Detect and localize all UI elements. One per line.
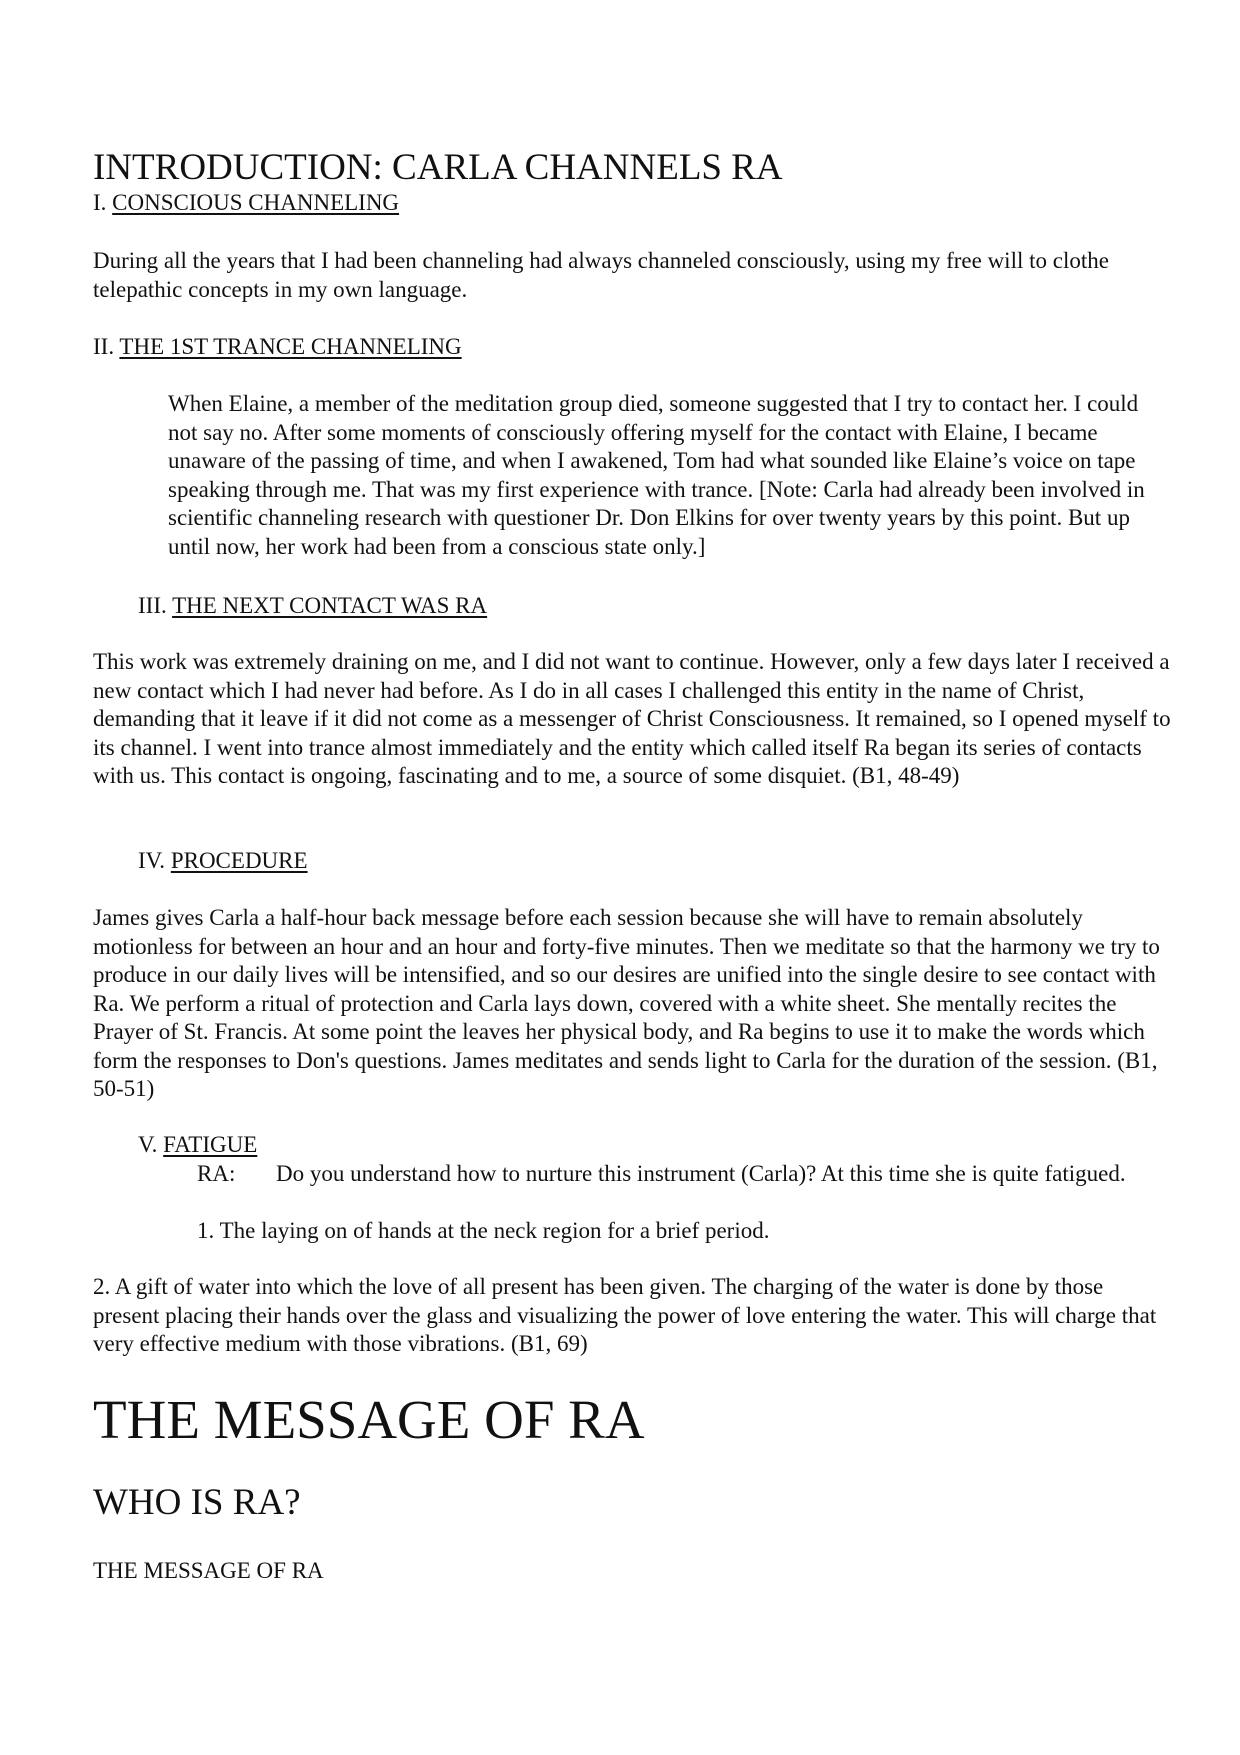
section-heading-first-trance <box>93 333 462 361</box>
message-title: THE MESSAGE OF RA <box>93 1389 645 1450</box>
section-title: THE 1ST TRANCE CHANNELING <box>119 334 462 359</box>
section-title: FATIGUE <box>163 1132 258 1157</box>
paragraph-procedure: James gives Carla a half-hour back message before each session because she will have to remain absolutely motionless for between an hour and an hour and forty-five minutes. Then we meditate so that the harmony we try to produce in our daily lives will be intensified, and so our desires are unified into the single desire to see contact with Ra. We perform a ritual of protection and Carla lays down, covered with a white sheet. She mentally recites the Prayer of St. Francis. At some point the leaves her physical body, and Ra begins to use it to make the words which form the responses to Don's questions. James meditates and sends light to Carla for the duration of the session. (B1, 50-51) <box>93 905 1160 1101</box>
intro-title: INTRODUCTION: CARLA CHANNELS RA <box>93 147 783 188</box>
fatigue-item-1: 1. The laying on of hands at the neck region for a brief period. <box>197 1218 770 1243</box>
paragraph-first-trance: When Elaine, a member of the meditation group died, someone suggested that I try to contact her. I could not say no. After some moments of consciously offering myself for the contact with Elaine, I became unaware of the passing of time, and when I awakened, Tom had what sounded like Elaine’s voice on tape speaking through me. That was my first experience with trance. [Note: Carla had already been involved in scientific channeling research with questioner Dr. Don Elkins for over twenty years by this point. But up until now, her work had been from a conscious state only.] <box>168 391 1145 559</box>
section-title: CONSCIOUS CHANNELING <box>112 190 400 215</box>
section-number: V. <box>138 1132 164 1157</box>
section-number: III. <box>138 593 173 618</box>
ra-quote <box>197 1160 1137 1189</box>
ra-speaker-label: RA: <box>197 1161 236 1186</box>
message-subtitle: WHO IS RA? <box>93 1482 301 1523</box>
section-number: I. <box>93 190 113 215</box>
section-heading-fatigue <box>138 1131 257 1159</box>
ra-quote-text: Do you understand how to nurture this instrument (Carla)? At this time she is quite fatigued. <box>276 1161 1126 1186</box>
section-title: PROCEDURE <box>170 848 308 873</box>
section-number: IV. <box>138 848 171 873</box>
paragraph-conscious-channeling: During all the years that I had been channeling had always channeled consciously, using my free will to clothe telepathic concepts in my own language. <box>93 248 1109 302</box>
message-line: THE MESSAGE OF RA <box>93 1558 324 1583</box>
paragraph-water-gift: 2. A gift of water into which the love of all present has been given. The charging of the water is done by those present placing their hands over the glass and visualizing the power of love entering the water. This will charge that very effective medium with those vibrations. (B1, 69) <box>93 1274 1157 1356</box>
section-heading-next-contact <box>138 592 487 620</box>
section-number: II. <box>93 334 120 359</box>
section-heading-conscious-channeling <box>93 189 399 217</box>
section-title: THE NEXT CONTACT WAS RA <box>172 593 488 618</box>
section-heading-procedure <box>138 847 308 875</box>
paragraph-next-contact: This work was extremely draining on me, and I did not want to continue. However, only a few days later I received a new contact which I had never had before. As I do in all cases I challenged this entity in the name of Christ, demanding that it leave if it did not come as a messenger of Christ Consciousness. It remained, so I opened myself to its channel. I went into trance almost immediately and the entity which called itself Ra began its series of contacts with us. This contact is ongoing, fascinating and to me, a source of some disquiet. (B1, 48-49) <box>93 649 1171 788</box>
